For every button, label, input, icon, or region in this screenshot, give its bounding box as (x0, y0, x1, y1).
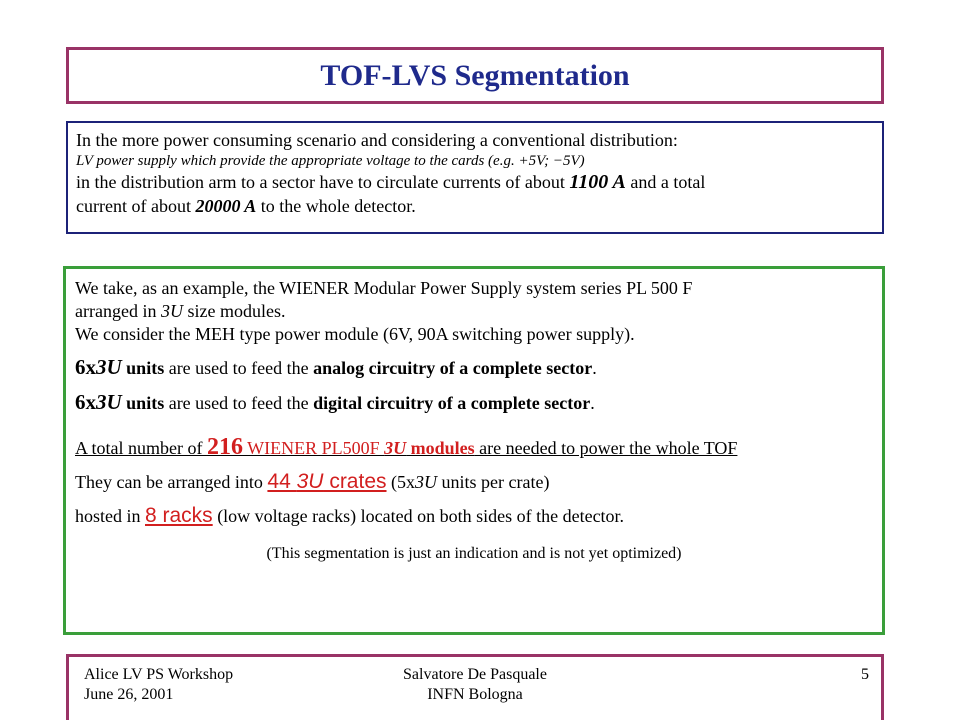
intro-box (66, 121, 884, 234)
footer-author: Salvatore De Pasquale (403, 666, 547, 683)
page-number: 5 (861, 666, 869, 683)
p3-6x: 6x (75, 355, 96, 379)
footer-date: June 26, 2001 (84, 686, 174, 703)
p1-text: arranged in (75, 301, 161, 321)
intro-line-3 (76, 170, 874, 194)
p3-analog: analog circuitry of a complete sector (313, 358, 593, 378)
p3-3u: 3U (96, 355, 122, 379)
p3-units: units (121, 358, 165, 378)
slide-title: TOF-LVS Segmentation (320, 59, 630, 92)
intro-line-4-tail: to the whole detector. (256, 196, 416, 216)
p3-dot: . (592, 358, 597, 378)
p5-text: A total number of (75, 438, 207, 458)
p4-dot: . (590, 393, 595, 413)
main-p5 (75, 436, 873, 460)
footer-affiliation: INFN Bologna (427, 686, 523, 703)
p4-digital: digital circuitry of a complete sector (313, 393, 591, 413)
main-p2: We consider the MEH type power module (6V, 90A switching power supply). (75, 324, 635, 344)
intro-line-4 (76, 194, 874, 218)
intro-line-4-text: current of about (76, 196, 196, 216)
p6-3u: 3U (296, 470, 324, 493)
p7-text: hosted in (75, 506, 145, 526)
p6-3u-b: 3U (415, 472, 438, 492)
current-total: 20000 A (195, 196, 257, 216)
p4-text: are used to feed the (164, 393, 314, 413)
intro-line-1: In the more power consuming scenario and considering a conventional distribution: (76, 130, 678, 150)
p1-3u: 3U (160, 301, 183, 321)
footer-center (69, 665, 881, 705)
main-p1-line1: We take, as an example, the WIENER Modular Power Supply system series PL 500 F (75, 278, 693, 298)
main-p1-line2 (75, 300, 873, 323)
p4-units: units (121, 393, 165, 413)
intro-line-3-text: in the distribution arm to a sector have to circulate currents of about (76, 172, 570, 192)
intro-line-3-tail: and a total (625, 172, 706, 192)
main-p7 (75, 504, 873, 528)
p6-44: 44 (267, 470, 297, 493)
p6-paren: (5x (386, 472, 416, 492)
current-sector: 1100 A (569, 171, 626, 193)
footer-event: Alice LV PS Workshop (84, 666, 234, 683)
p1-tail: size modules. (182, 301, 286, 321)
p4-6x: 6x (75, 390, 96, 414)
p6-crates: crates (323, 470, 387, 493)
p3-text: are used to feed the (164, 358, 314, 378)
main-note: (This segmentation is just an indication and is not yet optimized) (266, 545, 682, 562)
p7-racks: 8 racks (145, 504, 213, 527)
p5-modules: modules (406, 438, 475, 458)
intro-line-2: LV power supply which provide the appropriate voltage to the cards (e.g. +5V; −5V) (76, 153, 585, 169)
main-p3 (75, 354, 873, 381)
p5-wiener: WIENER PL500F (242, 438, 385, 458)
p6-tail: units per crate) (437, 472, 550, 492)
p7-tail: (low voltage racks) located on both sides of the detector. (212, 506, 625, 526)
title-box (66, 47, 884, 104)
footer (66, 654, 884, 720)
p5-tail: are needed to power the whole TOF (474, 438, 738, 458)
p4-3u: 3U (96, 390, 122, 414)
p5-216: 216 (206, 434, 243, 460)
main-box (63, 266, 885, 635)
main-p4 (75, 389, 873, 416)
p5-3u: 3U (384, 438, 407, 458)
p6-text: They can be arranged into (75, 472, 268, 492)
main-p6 (75, 470, 873, 494)
